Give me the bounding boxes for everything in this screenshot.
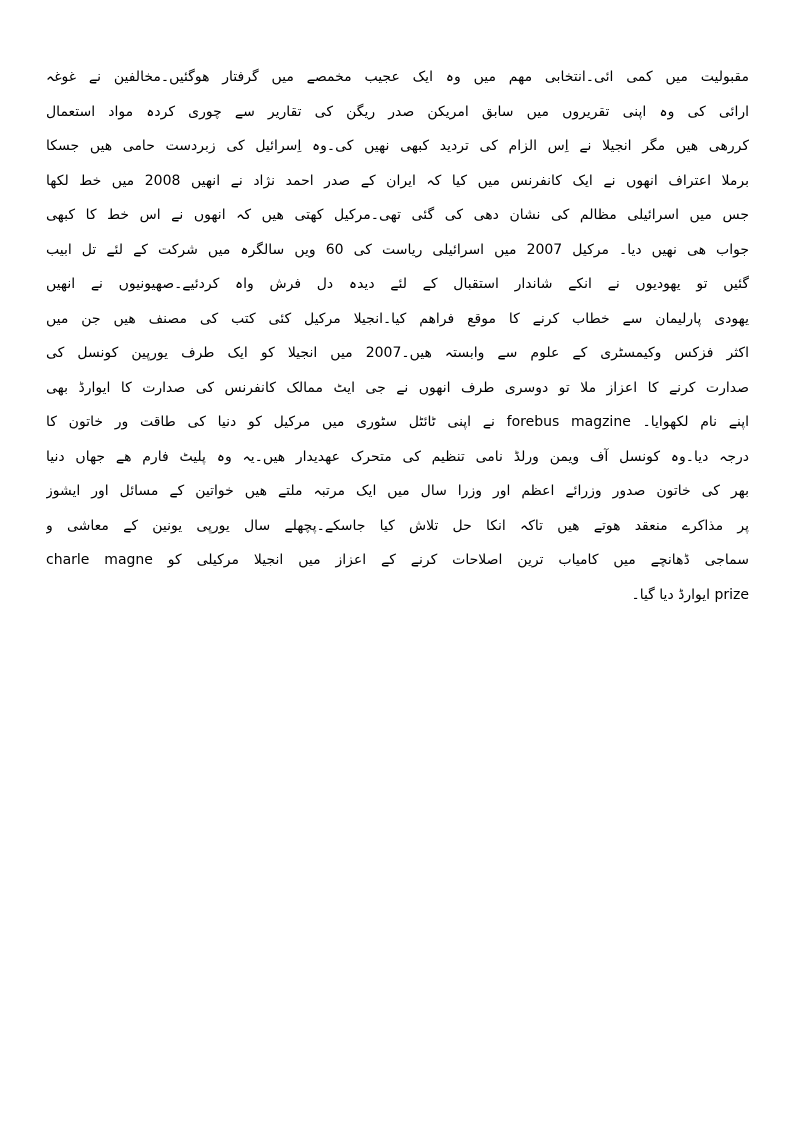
text-line: برملا اعتراف انھوں نے ایک کانفرنس میں کیا کہ ایران کے صدر احمد نژاد نے انھیں 2008 میں خط لکھا	[46, 172, 749, 189]
text-line: اکثر فزکس وکیمسٹری کے علوم سے وابستہ ھیں۔2007 میں انجیلا کو ایک طرف یورپین کونسل کی	[46, 345, 749, 361]
text-line: اپنے نام لکھوایا۔ forebus magzine نے اپنی ٹائٹل سٹوری میں مرکیل کو دنیا کی طاقت ور خاتون کا	[46, 414, 749, 430]
text-line: کررھی ھیں مگر انجیلا نے اِس الزام کی تردید کبھی نھیں کی۔وہ اِسرائیل کی زبردست حامی ھیں جسکا	[46, 138, 749, 154]
text-line: جس میں اسرائیلی مظالم کی نشان دھی کی گئی تھی۔مرکیل کھتی ھیں کہ انھوں نے اس خط کا کبھی	[46, 207, 749, 223]
text-line: پر مذاکرے منعقد ھوتے ھیں تاکہ انکا حل تلاش کیا جاسکے۔پچھلے سال یورپی یونین کے معاشی و	[46, 517, 749, 534]
text-line: یھودی پارلیمان سے خطاب کرنے کا موقع فراھم کیا۔انجیلا مرکیل کئی کتب کی مصنف ھیں جن میں	[46, 310, 749, 327]
text-line: گئیں تو یھودیوں نے انکے شاندار استقبال کے لئے دیدہ دل فرش واہ کردئیے۔صھیونیوں نے انھیں	[46, 276, 749, 292]
text-line: سماجی ڈھانچے میں کامیاب ترین اصلاحات کرنے کے اعزاز میں انجیلا مرکیلی کو charle magne	[46, 552, 749, 568]
text-line: بھر کی خاتون صدور وزرائے اعظم اور وزرا سال میں ایک مرتبہ ملتے ھیں خواتین کے مسائل اور ایشوز	[46, 483, 749, 499]
text-line: مقبولیت میں کمی ائی۔انتخابی مھم میں وہ ایک عجیب مخمصے میں گرفتار ھوگئیں۔مخالفین نے غوغہ	[46, 69, 749, 85]
text-line: صدارت کرنے کا اعزاز ملا تو دوسری طرف انھوں نے جی ایٹ ممالک کانفرنس کی صدارت کا ایوارڈ بھی	[46, 379, 749, 396]
text-line: ارائی کی وہ اپنی تقریروں میں سابق امریکن صدر ریگن کی تقاریر سے چوری کردہ مواد استعمال	[46, 103, 749, 120]
text-line: جواب ھی نھیں دیا۔ مرکیل 2007 میں اسرائیلی ریاست کی 60 ویں سالگرہ میں شرکت کے لئے تل ابیب	[46, 241, 749, 258]
text-line-last: prize ایوارڈ دیا گیا۔	[631, 586, 749, 603]
article-body	[46, 60, 749, 612]
text-line: درجہ دیا۔وہ کونسل آف ویمن ورلڈ نامی تنظیم کی متحرک عھدیدار ھیں۔یہ وہ پلیٹ فارم ھے جھاں دنیا	[46, 448, 749, 465]
